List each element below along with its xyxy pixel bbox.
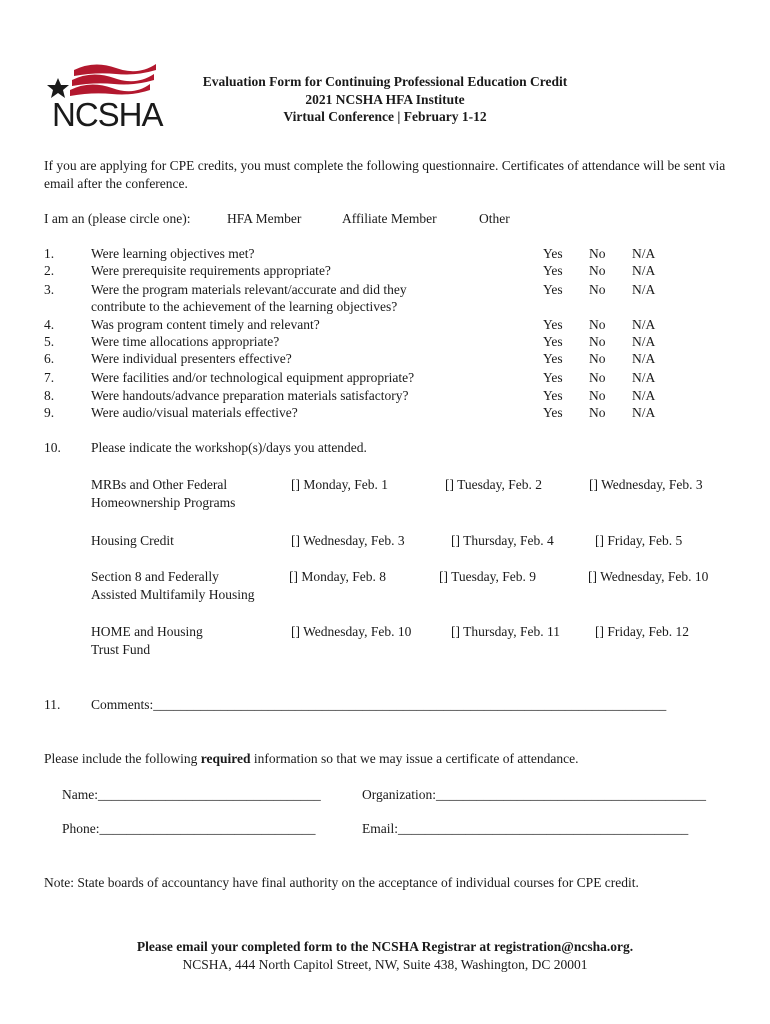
answer-na[interactable]: N/A [632,317,656,332]
answer-na[interactable]: N/A [632,334,656,349]
workshop-day-checkbox[interactable]: [] Thursday, Feb. 11 [451,624,560,639]
answer-no[interactable]: No [589,263,606,278]
question-text: Were facilities and/or technological equipment appropriate? [91,370,415,385]
membership-option-affiliate[interactable]: Affiliate Member [342,211,437,226]
workshop-title: Section 8 and Federally [91,569,219,584]
accountancy-note: Note: State boards of accountancy have final authority on the acceptance of individual courses for CPE credit. [44,875,639,890]
question-number: 10. [44,440,61,455]
answer-yes[interactable]: Yes [543,405,563,420]
answer-no[interactable]: No [589,405,606,420]
answer-yes[interactable]: Yes [543,317,563,332]
answer-yes[interactable]: Yes [543,334,563,349]
answer-yes[interactable]: Yes [543,370,563,385]
workshop-day-checkbox[interactable]: [] Wednesday, Feb. 3 [589,477,703,492]
workshop-day-checkbox[interactable]: [] Monday, Feb. 8 [289,569,386,584]
answer-no[interactable]: No [589,351,606,366]
answer-yes[interactable]: Yes [543,388,563,403]
required-text-after: information so that we may issue a certificate of attendance. [250,751,579,766]
answer-no[interactable]: No [589,370,606,385]
question-text: Were the program materials relevant/accurate and did they [91,282,407,297]
email-field[interactable]: Email:___________________________________________ [362,821,689,836]
workshop-day-checkbox[interactable]: [] Monday, Feb. 1 [291,477,388,492]
answer-no[interactable]: No [589,317,606,332]
question-number: 7. [44,370,55,385]
required-text-before: Please include the following [44,751,201,766]
question-text: Were handouts/advance preparation materials satisfactory? [91,388,409,403]
membership-label: I am an (please circle one): [44,211,191,226]
workshop-day-checkbox[interactable]: [] Tuesday, Feb. 9 [439,569,537,584]
question-text: Were learning objectives met? [91,246,255,261]
name-field[interactable]: Name:_________________________________ [62,787,321,802]
question-number: 6. [44,351,55,366]
answer-na[interactable]: N/A [632,246,656,261]
answer-no[interactable]: No [589,334,606,349]
answer-no[interactable]: No [589,388,606,403]
answer-na[interactable]: N/A [632,282,656,297]
answer-yes[interactable]: Yes [543,351,563,366]
question-number: 3. [44,282,55,297]
question-number: 8. [44,388,55,403]
workshop-day-checkbox[interactable]: [] Friday, Feb. 5 [595,533,683,548]
membership-option-other[interactable]: Other [479,211,510,226]
required-emphasis: required [200,751,251,766]
organization-field[interactable]: Organization:________________________________________ [362,787,706,802]
logo-wordmark: NCSHA [52,96,163,133]
intro-text: If you are applying for CPE credits, you must complete the following questionnaire. Certificates of attendance will be sent via email after the conference. [44,158,726,191]
answer-na[interactable]: N/A [632,351,656,366]
ncsha-address: NCSHA, 444 North Capitol Street, NW, Suite 438, Washington, DC 20001 [182,957,588,972]
workshop-day-checkbox[interactable]: [] Wednesday, Feb. 3 [291,533,405,548]
question-number: 9. [44,405,55,420]
workshop-day-checkbox[interactable]: [] Wednesday, Feb. 10 [588,569,709,584]
workshop-title: Housing Credit [91,533,174,548]
workshop-title-continued: Trust Fund [91,642,151,657]
answer-na[interactable]: N/A [632,263,656,278]
question-text: Were time allocations appropriate? [91,334,280,349]
answer-na[interactable]: N/A [632,405,656,420]
answer-no[interactable]: No [589,282,606,297]
question-text: Were prerequisite requirements appropriate? [91,263,331,278]
membership-option-hfa[interactable]: HFA Member [227,211,302,226]
question-number: 11. [44,697,61,712]
event-details: Virtual Conference | February 1-12 [283,109,487,124]
question-text: Were individual presenters effective? [91,351,292,366]
question-number: 4. [44,317,55,332]
workshop-title: HOME and Housing [91,624,203,639]
question-number: 5. [44,334,55,349]
workshop-title-continued: Homeownership Programs [91,495,236,510]
answer-yes[interactable]: Yes [543,263,563,278]
question-text: Was program content timely and relevant? [91,317,320,332]
workshop-day-checkbox[interactable]: [] Thursday, Feb. 4 [451,533,554,548]
question-number: 1. [44,246,55,261]
workshop-prompt: Please indicate the workshop(s)/days you attended. [91,440,367,455]
question-text: Were audio/visual materials effective? [91,405,298,420]
phone-field[interactable]: Phone:________________________________ [62,821,316,836]
workshop-day-checkbox[interactable]: [] Wednesday, Feb. 10 [291,624,412,639]
submission-instructions: Please email your completed form to the NCSHA Registrar at registration@ncsha.org. [136,939,634,954]
question-text-continued: contribute to the achievement of the learning objectives? [91,299,398,314]
event-name: 2021 NCSHA HFA Institute [305,92,465,107]
question-number: 2. [44,263,55,278]
form-title: Evaluation Form for Continuing Professional Education Credit [202,74,568,89]
answer-yes[interactable]: Yes [543,282,563,297]
workshop-day-checkbox[interactable]: [] Tuesday, Feb. 2 [445,477,543,492]
workshop-title: MRBs and Other Federal [91,477,228,492]
answer-na[interactable]: N/A [632,388,656,403]
answer-na[interactable]: N/A [632,370,656,385]
answer-yes[interactable]: Yes [543,246,563,261]
workshop-title-continued: Assisted Multifamily Housing [91,587,255,602]
required-info-text [44,751,578,767]
answer-no[interactable]: No [589,246,606,261]
workshop-day-checkbox[interactable]: [] Friday, Feb. 12 [595,624,689,639]
comments-field[interactable]: Comments:____________________________________________________________________________ [91,697,667,712]
